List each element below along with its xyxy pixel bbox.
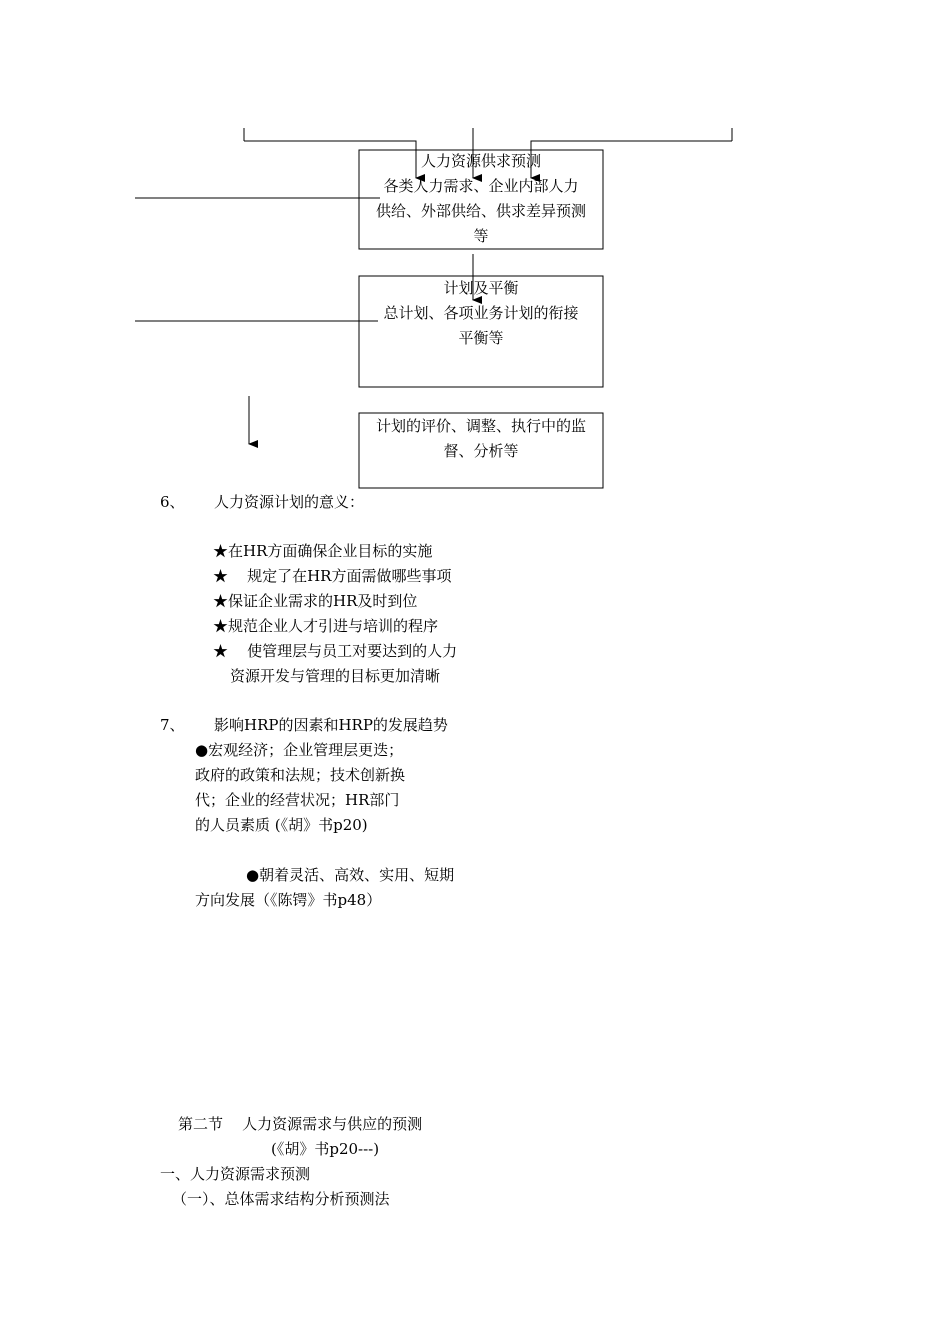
section6-item: ★保证企业需求的HR及时到位 (213, 592, 418, 610)
section6-item: ★在HR方面确保企业目标的实施 (213, 542, 433, 560)
box1-line: 等 (473, 227, 489, 245)
box2-line: 计划及平衡 (443, 279, 519, 297)
section6-item: ★ 规定了在HR方面需做哪些事项 (213, 567, 452, 585)
section2-reference: (《胡》书p20---) (271, 1140, 380, 1158)
section6-item: ★规范企业人才引进与培训的程序 (213, 617, 439, 635)
box1-line: 各类人力需求、企业内部人力 (383, 177, 579, 195)
section7-factor-line: 政府的政策和法规；技术创新换 (195, 766, 406, 784)
box3-text (359, 414, 603, 464)
section6-number: 6、 (160, 493, 185, 511)
section7-title: 影响HRP的因素和HRP的发展趋势 (214, 716, 448, 734)
section7-factor-line: 的人员素质 (《胡》书p20) (195, 816, 368, 834)
section7-number: 7、 (160, 716, 185, 734)
box1-line: 供给、外部供给、供求差异预测 (375, 202, 586, 220)
section6-item: ★ 使管理层与员工对要达到的人力 (213, 642, 458, 660)
box2-line: 平衡等 (458, 329, 504, 347)
box1-text (359, 149, 603, 249)
section7-trend-line: 方向发展（《陈锷》书p48） (195, 891, 382, 909)
section7-factor-line: 代；企业的经营状况；HR部门 (195, 791, 400, 809)
section7-trend-line: ●朝着灵活、高效、实用、短期 (246, 866, 455, 884)
section6-item: 资源开发与管理的目标更加清晰 (230, 667, 441, 685)
section2-sub2: （一）、总体需求结构分析预测法 (172, 1190, 390, 1208)
section2-heading: 第二节 人力资源需求与供应的预测 (178, 1115, 423, 1133)
box3-line: 督、分析等 (443, 442, 519, 460)
box2-line: 总计划、各项业务计划的衔接 (383, 304, 579, 322)
box3-line: 计划的评价、调整、执行中的监 (375, 417, 586, 435)
section6-title: 人力资源计划的意义： (214, 493, 365, 511)
box2-text (359, 276, 603, 351)
box1-line: 人力资源供求预测 (420, 152, 541, 170)
section2-sub1: 一、人力资源需求预测 (160, 1165, 311, 1183)
section7-factor-line: ●宏观经济；企业管理层更迭； (195, 741, 404, 759)
